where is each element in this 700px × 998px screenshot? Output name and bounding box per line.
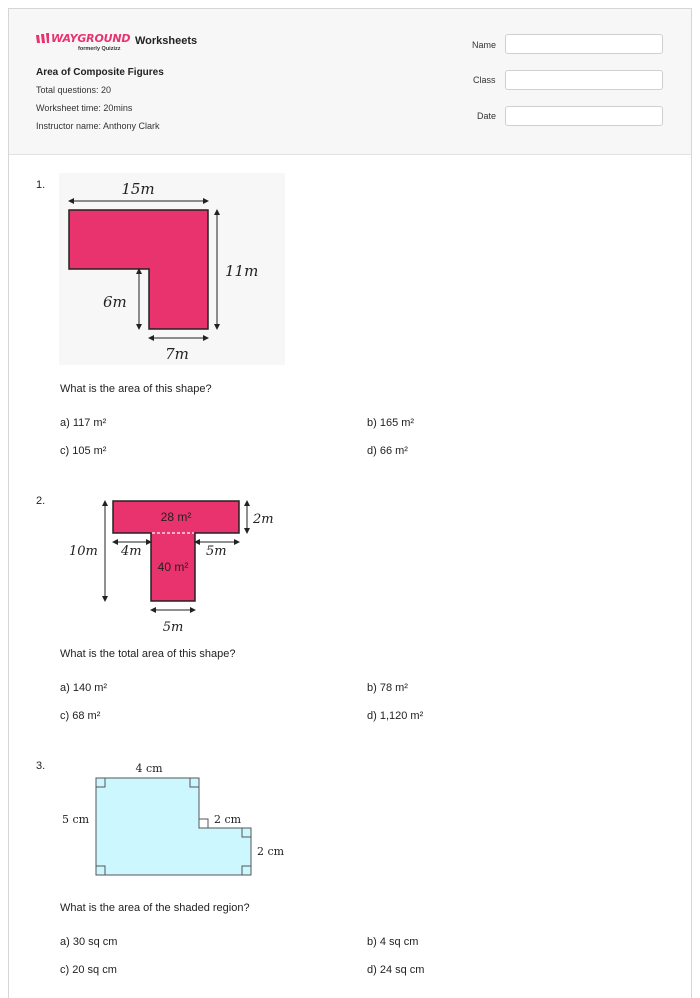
- figure-label: 2 cm: [214, 813, 242, 826]
- option-b[interactable]: [367, 682, 408, 694]
- name-field[interactable]: [505, 34, 663, 54]
- logo-mark-icon: [36, 33, 50, 45]
- figure-label: 5 cm: [62, 813, 90, 826]
- option-a[interactable]: [60, 417, 106, 429]
- option-b[interactable]: [367, 417, 414, 429]
- figure-label: 40 m²: [157, 560, 189, 574]
- option-letter: b): [367, 682, 377, 694]
- option-letter: a): [60, 682, 70, 694]
- total-questions: Total questions: 20: [36, 85, 112, 95]
- figure-label: 6m: [103, 293, 127, 311]
- option-a[interactable]: [60, 936, 117, 948]
- option-text: 140 m²: [72, 682, 108, 694]
- worksheet-time: Worksheet time: 20mins: [36, 103, 133, 113]
- question-2-figure: [59, 491, 289, 636]
- figure-label: 10m: [69, 544, 98, 559]
- question-number: 3.: [36, 760, 46, 772]
- option-letter: d): [367, 710, 377, 722]
- question-number: 2.: [36, 495, 46, 507]
- option-c[interactable]: [60, 445, 106, 457]
- option-text: 30 sq cm: [72, 936, 118, 948]
- brand-title: Worksheets: [135, 35, 198, 47]
- option-letter: d): [367, 445, 377, 457]
- option-text: 68 m²: [72, 710, 101, 722]
- instructor-name: Instructor name: Anthony Clark: [36, 121, 160, 131]
- figure-label: 28 m²: [160, 510, 192, 524]
- question-text: What is the area of the shaded region?: [60, 902, 250, 914]
- class-field[interactable]: [505, 70, 663, 90]
- option-letter: b): [367, 417, 377, 429]
- date-field[interactable]: [505, 106, 663, 126]
- worksheet-title: Area of Composite Figures: [36, 67, 164, 78]
- option-letter: c): [60, 445, 70, 457]
- option-text: 24 sq cm: [379, 964, 425, 976]
- figure-label: 15m: [121, 180, 155, 198]
- figure-label: 5m: [206, 544, 227, 559]
- figure-label: 2 cm: [257, 845, 285, 858]
- name-label: Name: [472, 40, 497, 50]
- option-letter: a): [60, 417, 70, 429]
- figure-label: 2m: [253, 512, 274, 527]
- option-letter: c): [60, 964, 70, 976]
- question-text: What is the total area of this shape?: [60, 648, 236, 660]
- option-text: 165 m²: [379, 417, 415, 429]
- figure-label: 7m: [165, 345, 189, 363]
- option-c[interactable]: [60, 710, 100, 722]
- option-text: 20 sq cm: [72, 964, 117, 976]
- worksheet-page: [8, 8, 692, 998]
- option-b[interactable]: [367, 936, 418, 948]
- figure-label: 4 cm: [135, 762, 163, 775]
- option-letter: d): [367, 964, 377, 976]
- class-label: Class: [473, 75, 496, 85]
- option-d[interactable]: [367, 445, 408, 457]
- option-a[interactable]: [60, 682, 107, 694]
- question-text: What is the area of this shape?: [60, 383, 212, 395]
- date-label: Date: [477, 111, 497, 121]
- option-text: 117 m²: [72, 417, 107, 429]
- logo-text: WAYGROUND: [51, 32, 131, 45]
- logo-subtext: formerly Quizizz: [78, 46, 121, 52]
- figure-label: 4m: [121, 544, 142, 559]
- option-d[interactable]: [367, 964, 424, 976]
- option-d[interactable]: [367, 710, 423, 722]
- option-text: 1,120 m²: [379, 710, 424, 722]
- option-text: 4 sq cm: [379, 936, 419, 948]
- option-letter: b): [367, 936, 377, 948]
- option-text: 78 m²: [379, 682, 408, 694]
- option-text: 66 m²: [379, 445, 408, 457]
- question-1-figure: [59, 173, 285, 365]
- option-letter: a): [60, 936, 70, 948]
- option-text: 105 m²: [72, 445, 107, 457]
- question-number: 1.: [36, 179, 46, 191]
- worksheet-header: [9, 9, 691, 155]
- option-c[interactable]: [60, 964, 117, 976]
- figure-label: 5m: [162, 620, 184, 635]
- figure-label: 11m: [225, 262, 259, 280]
- option-letter: c): [60, 710, 70, 722]
- question-3-figure: [59, 757, 294, 882]
